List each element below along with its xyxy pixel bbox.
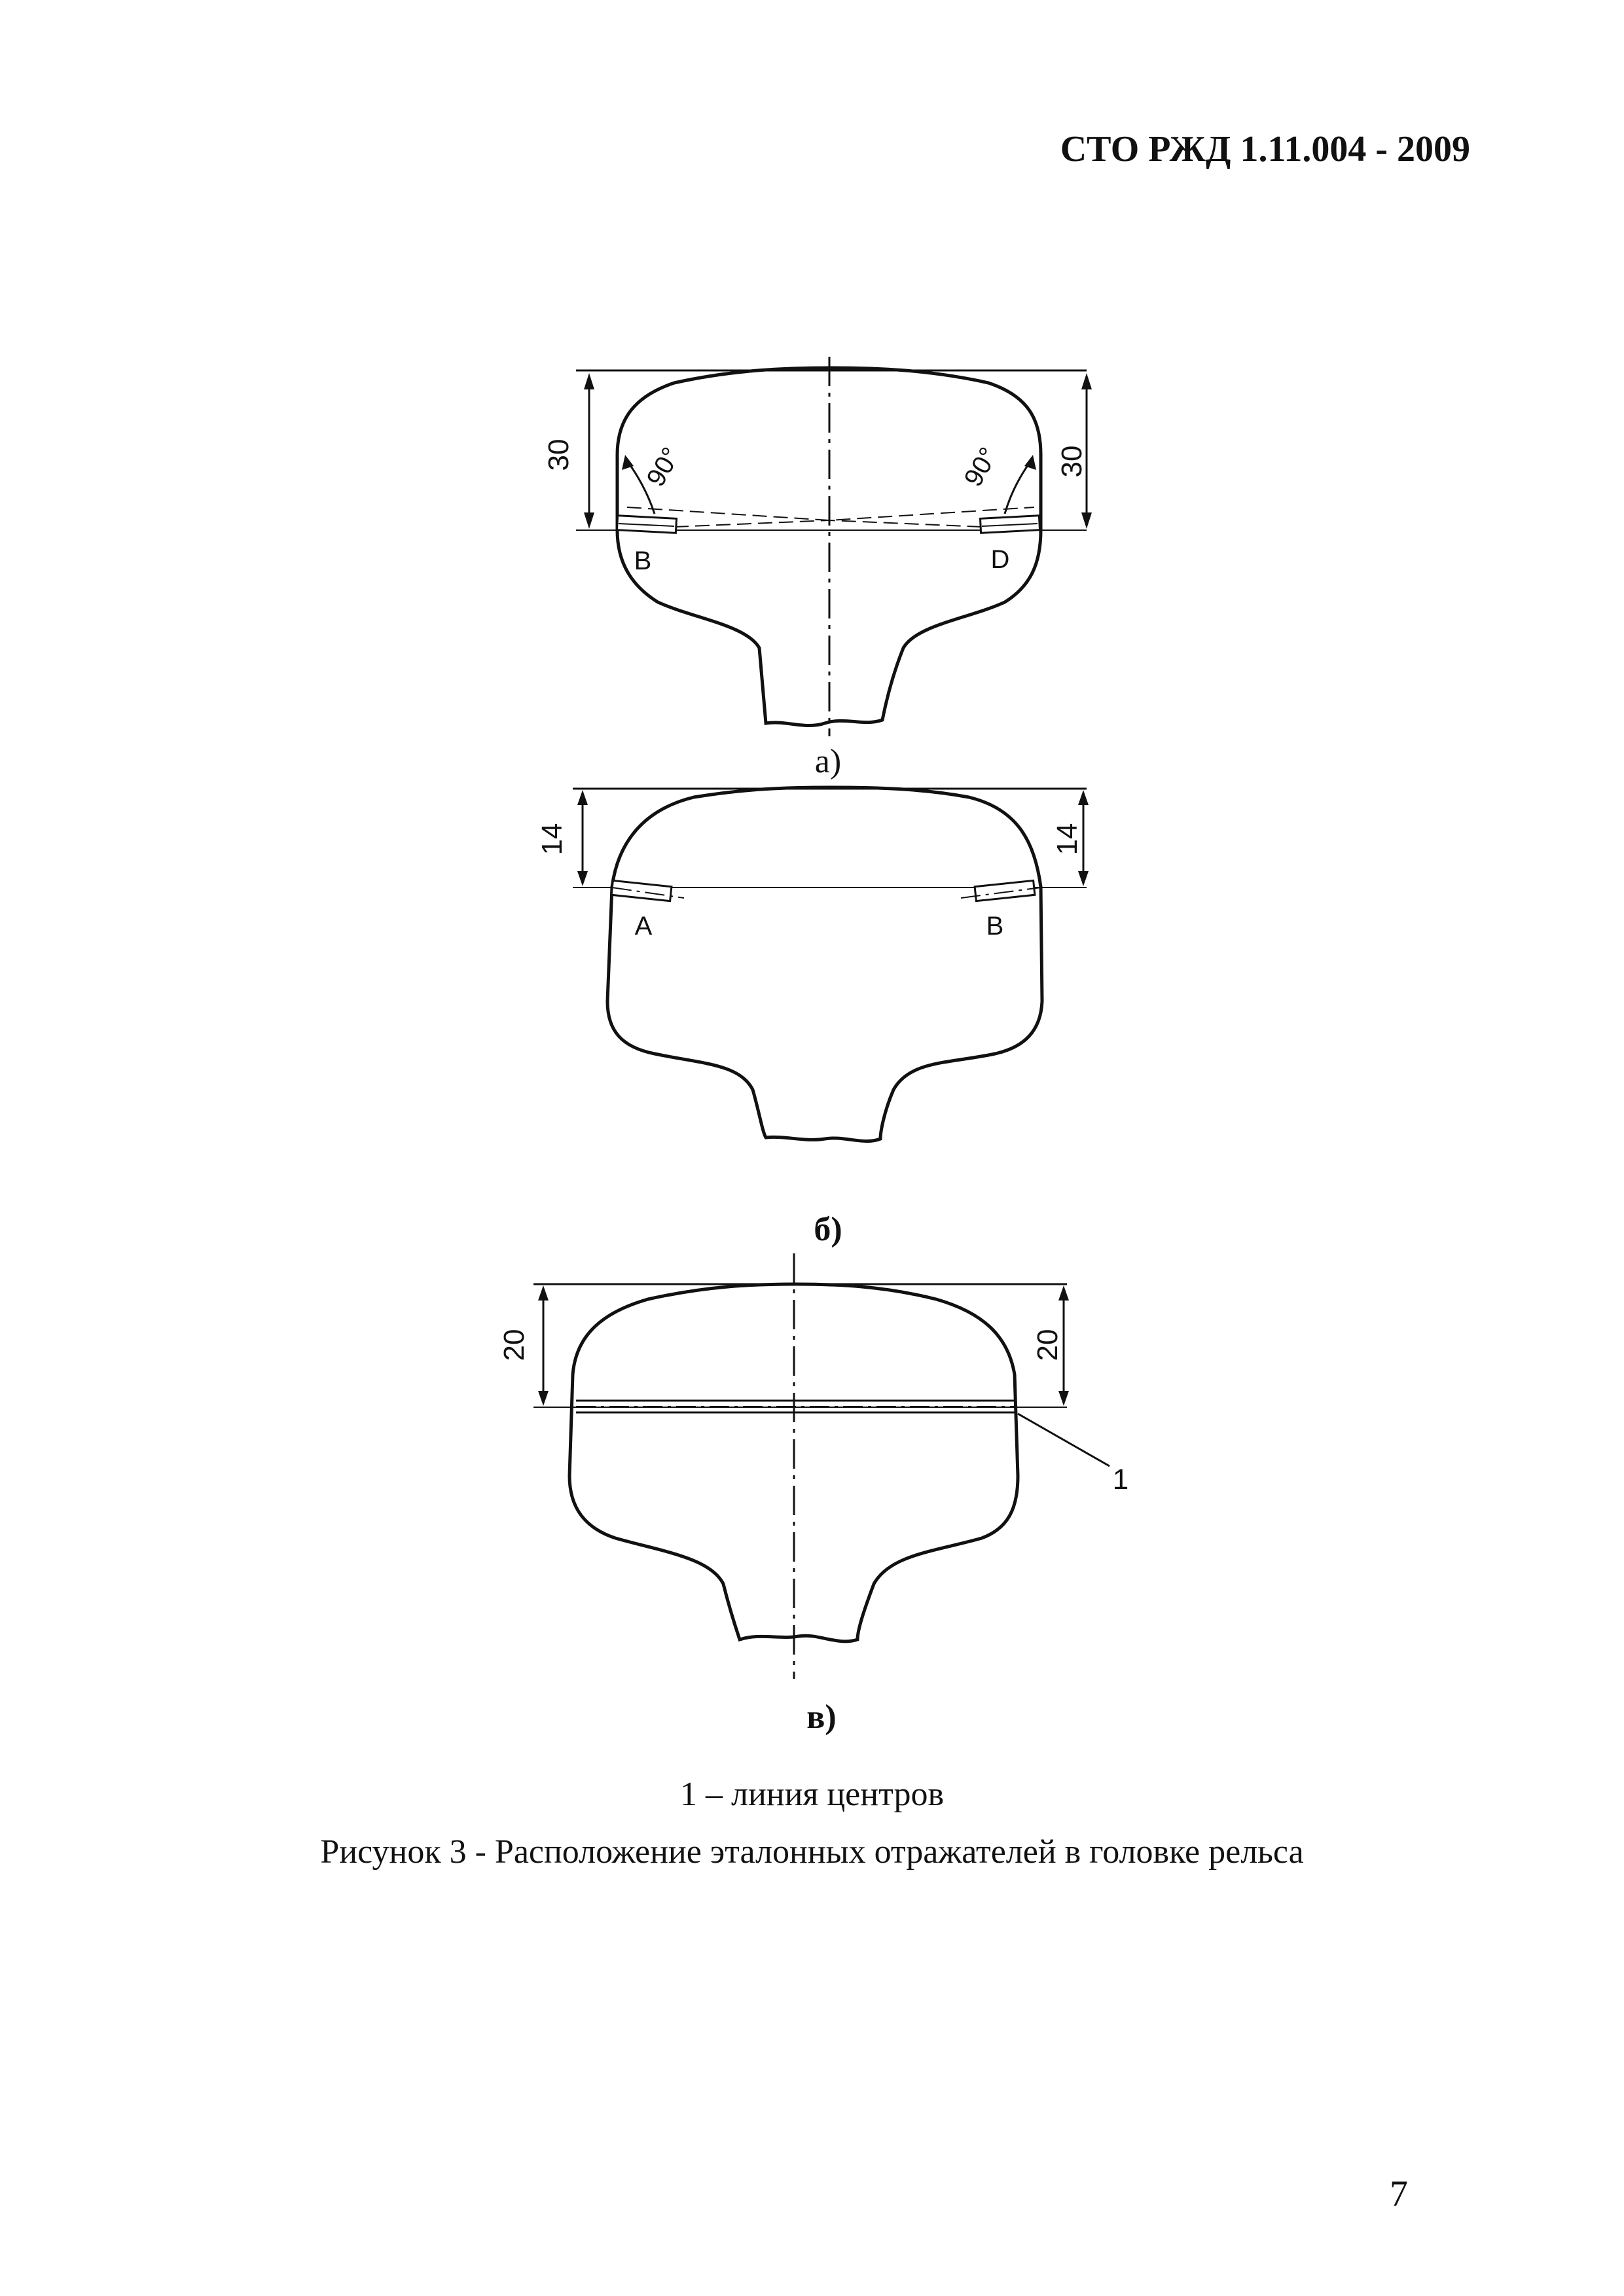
beam-path-a — [627, 507, 1034, 520]
angle-label-left-a: 90° — [641, 442, 686, 492]
dim-arrow — [1081, 512, 1092, 529]
dim-arrow — [584, 373, 594, 389]
figure-a — [543, 357, 1092, 780]
dim-arrow — [1058, 1391, 1069, 1406]
dim-arrow — [538, 1285, 549, 1300]
dim-arrow — [577, 790, 588, 805]
reflector-label-right-a: D — [990, 545, 1010, 574]
angle-label-right-a: 90° — [958, 442, 1003, 492]
figure-label-c: в) — [806, 1698, 837, 1736]
dimension-label-right-a: 30 — [1056, 445, 1088, 478]
dim-arrow — [538, 1391, 549, 1406]
dim-arrow — [577, 871, 588, 886]
rail-profile-b — [607, 787, 1042, 1141]
dim-arrow — [1058, 1285, 1069, 1300]
dimension-label-right-c: 20 — [1032, 1329, 1064, 1361]
dimension-label-left-b: 14 — [536, 823, 568, 855]
callout-leader-c — [1018, 1414, 1110, 1466]
dim-arrow — [1078, 790, 1089, 805]
figure-label-a: а) — [814, 743, 842, 780]
figure-label-b: б) — [814, 1211, 842, 1248]
document-code: СТО РЖД 1.11.004 - 2009 — [1060, 129, 1470, 170]
dimension-label-left-a: 30 — [543, 439, 575, 471]
callout-label-c: 1 — [1112, 1463, 1129, 1496]
figure-c — [498, 1253, 1128, 1736]
dim-arrow — [584, 512, 594, 529]
dimension-label-left-c: 20 — [498, 1329, 530, 1361]
reflector-hole-right-b — [975, 880, 1035, 901]
reflector-hole-left-b — [611, 880, 672, 901]
beam-path-a-lower — [674, 520, 982, 527]
dim-arrow — [1081, 373, 1092, 389]
reflector-label-left-a: В — [634, 547, 652, 575]
dim-arrow — [1078, 871, 1089, 886]
figure-caption: Рисунок 3 - Расположение эталонных отражателей в головке рельса — [320, 1833, 1304, 1871]
reflector-label-right-b: В — [986, 912, 1004, 941]
figure-legend: 1 – линия центров — [680, 1776, 944, 1813]
reflector-label-left-b: А — [634, 912, 653, 941]
page-number: 7 — [1390, 2174, 1408, 2214]
figure-b — [536, 787, 1089, 1248]
dimension-label-right-b: 14 — [1051, 823, 1083, 855]
